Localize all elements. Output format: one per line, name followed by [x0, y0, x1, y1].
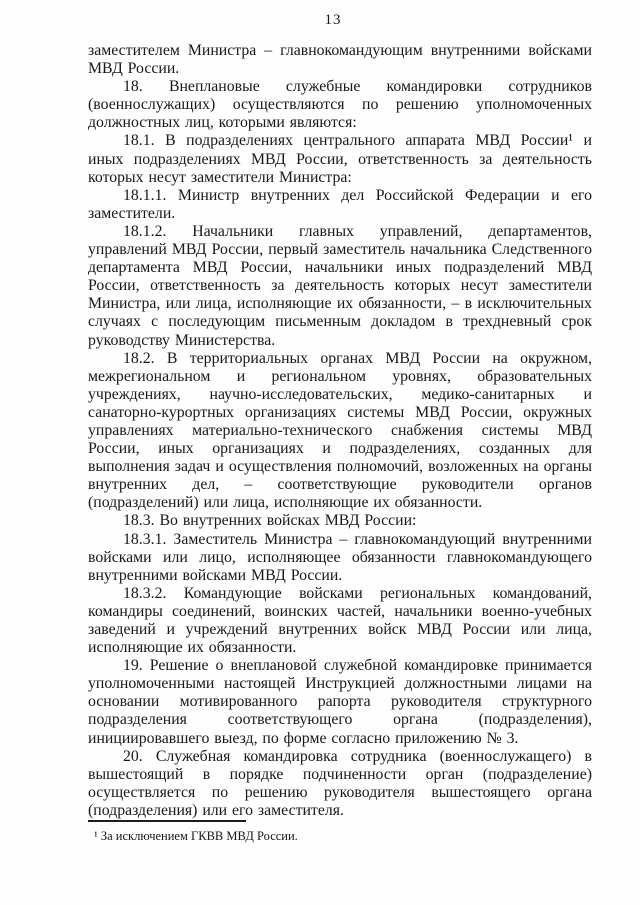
- paragraph-18-1-1: 18.1.1. Министр внутренних дел Российской Федерации и его заместители.: [88, 186, 592, 222]
- paragraph-18-3: 18.3. Во внутренних войсках МВД России:: [123, 512, 417, 530]
- footnote-text: ¹ За исключением ГКВВ МВД России.: [94, 829, 298, 843]
- paragraph-18: 18. Внеплановые служебные командировки сотрудников (военнослужащих) осуществляются по решению уполномоченных должностных лиц, которыми являются:: [88, 78, 592, 132]
- paragraph-18-2: 18.2. В территориальных органах МВД России на окружном, межрегиональном и региональном уровнях, образовательных учреждениях, научно-исследовательских, медико-санитарных и санаторно-курортных организациях системы МВД России, окружных управлениях материально-технического снабжения системы МВД России, иных организациях и подразделениях, созданных для выполнения задач и осуществления полномочий, возложенных на органы внутренних дел, – соответствующие руководители органов (подразделений) или лица, исполняющие их обязанности.: [88, 349, 592, 512]
- footnote-divider: [88, 820, 246, 822]
- paragraph-18-3-1: 18.3.1. Заместитель Министра – главнокомандующий внутренними войсками или лицо, исполняющее обязанности главнокомандующего внутренними войсками МВД России.: [88, 530, 592, 584]
- page-number: 13: [324, 12, 342, 28]
- paragraph-18-1: 18.1. В подразделениях центрального аппарата МВД России¹ и иных подразделениях МВД России, ответственность за деятельность которых несут заместители Министра:: [88, 132, 592, 186]
- paragraph-19: 19. Решение о внеплановой служебной командировке принимается уполномоченными настоящей Инструкцией должностными лицами на основании мотивированного рапорта руководителя структурного подразделения соответствующего органа (подразделения), инициировавшего выезд, по форме согласно приложению № 3.: [88, 657, 592, 747]
- paragraph-continuation: заместителем Министра – главнокомандующим внутренними войсками МВД России.: [88, 42, 592, 78]
- paragraph-18-1-2: 18.1.2. Начальники главных управлений, департаментов, управлений МВД России, первый заместитель начальника Следственного департамента МВД России, начальники иных подразделений МВД России, ответственность за деятельность которых несут заместители Министра, или лица, исполняющие их обязанности, – в исключительных случаях с последующим письменным докладом в трехдневный срок руководству Министерства.: [88, 222, 592, 349]
- footnote-area: [88, 820, 592, 844]
- paragraph-18-3-2: 18.3.2. Командующие войсками региональных командований, командиры соединений, воинских частей, начальники военно-учебных заведений и учреждений внутренних войск МВД России или лица, исполняющие их обязанности.: [88, 584, 592, 657]
- paragraph-20: 20. Служебная командировка сотрудника (военнослужащего) в вышестоящий в порядке подчиненности орган (подразделение) осуществляется по решению руководителя вышестоящего органа (подразделения) или его заместителя.: [88, 747, 592, 819]
- document-body: [88, 42, 592, 820]
